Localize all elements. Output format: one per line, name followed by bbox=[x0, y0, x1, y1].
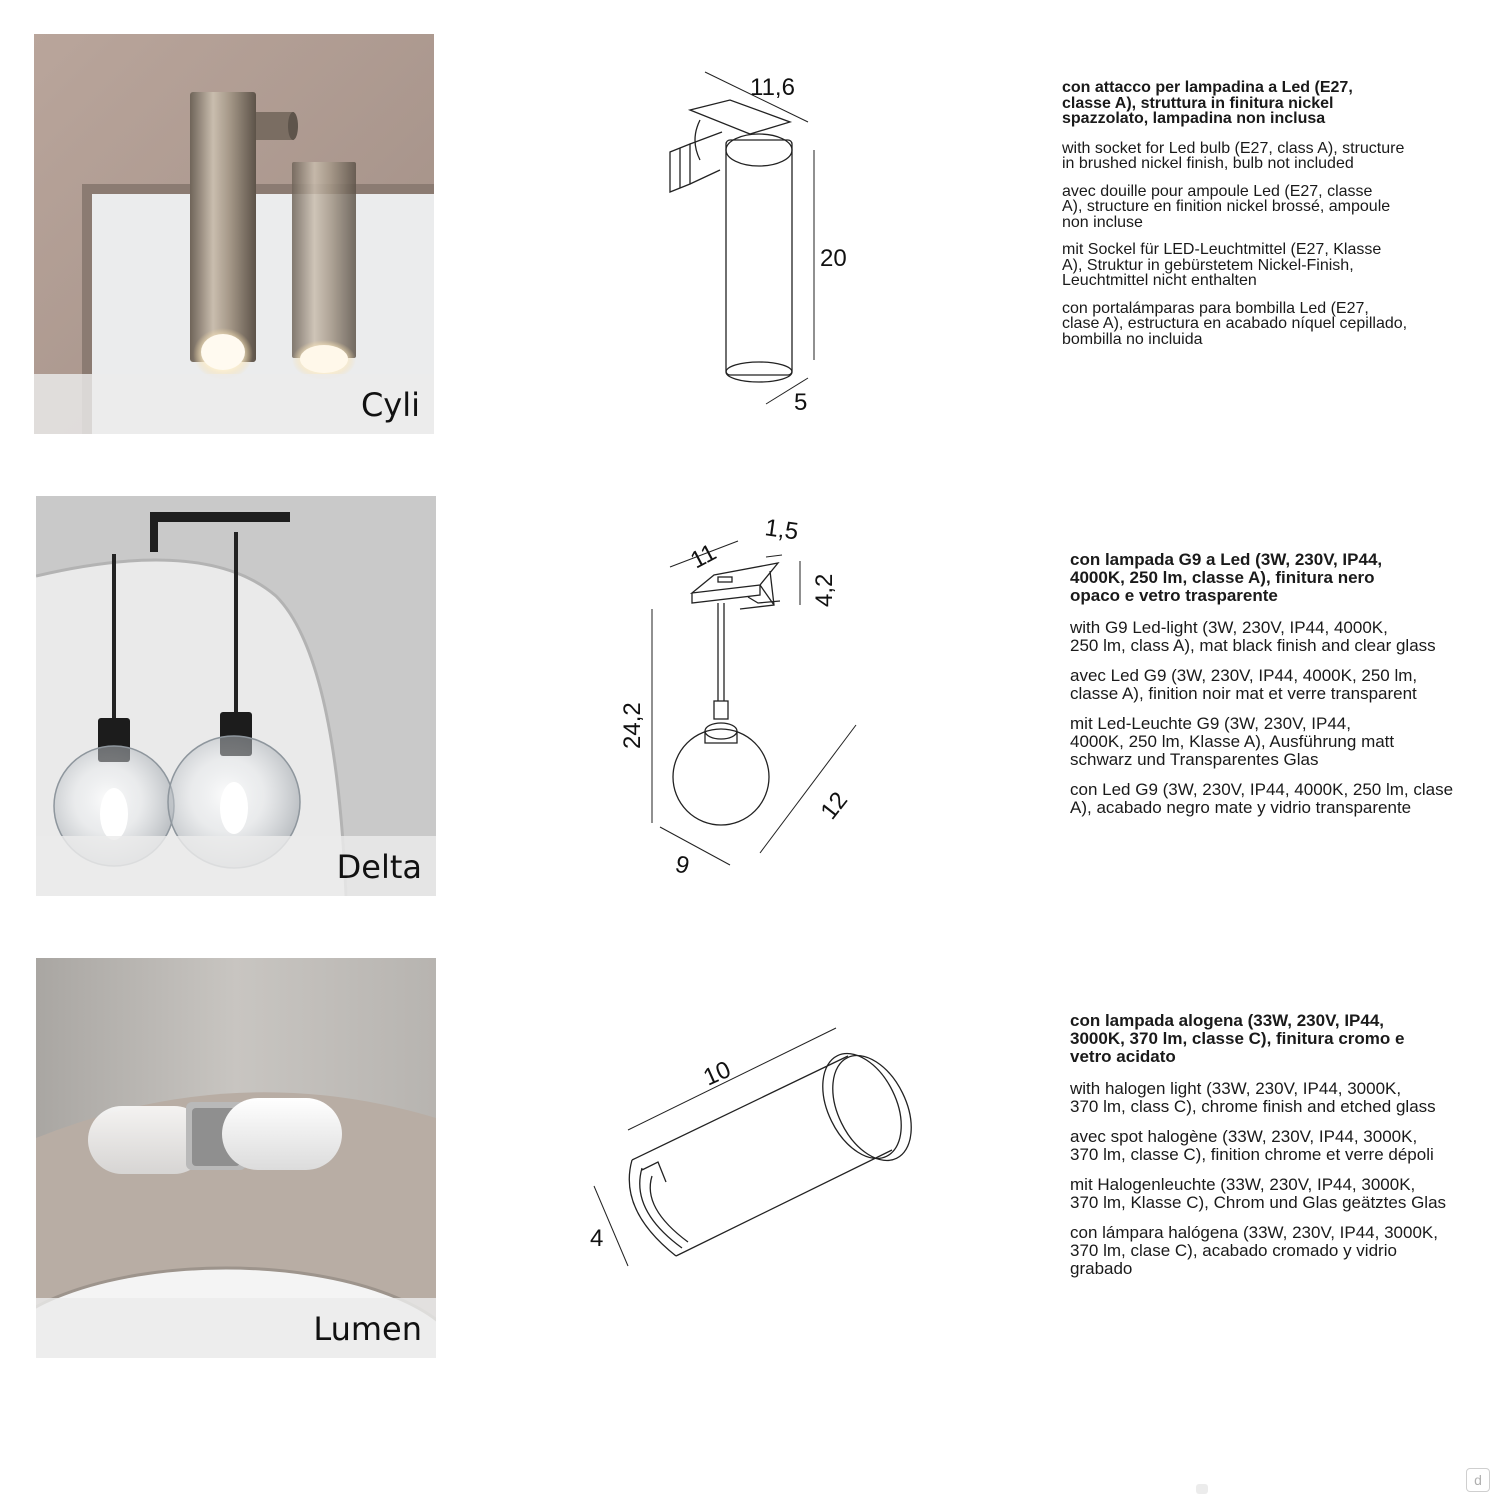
delta-dim-total-height: 24,2 bbox=[619, 702, 646, 749]
cyli-desc-fr: avec douille pour ampoule Led (E27, classe A), structure en finition nickel brossé, ampoule non incluse bbox=[1062, 182, 1391, 231]
cyli-desc-en: with socket for Led bulb (E27, class A), structure in brushed nickel finish, bulb not included bbox=[1062, 139, 1405, 172]
lumen-dim-length: 10 bbox=[699, 1055, 735, 1092]
lumen-desc-de: mit Halogenleuchte (33W, 230V, IP44, 3000K, 370 lm, Klasse C), Chrom und Glas geätztes Glas bbox=[1070, 1175, 1447, 1212]
delta-desc-en: with G9 Led-light (3W, 230V, IP44, 4000K, 250 lm, class A), mat black finish and clear glass bbox=[1070, 618, 1436, 655]
delta-dim-arm-thickness: 1,5 bbox=[763, 514, 800, 546]
cyli-desc-es: con portalámparas para bombilla Led (E27, clase A), estructura en acabado níquel cepillado, bombilla no incluida bbox=[1062, 299, 1408, 348]
delta-desc-es: con Led G9 (3W, 230V, IP44, 4000K, 250 lm, clase A), acabado negro mate y vidrio transparente bbox=[1070, 780, 1454, 817]
cyli-name: Cyli bbox=[360, 386, 420, 424]
delta-desc-it: con lampada G9 a Led (3W, 230V, IP44, 4000K, 250 lm, classe A), finitura nero opaco e vetro trasparente bbox=[1070, 550, 1383, 605]
delta-dim-arm-depth: 11 bbox=[686, 538, 721, 575]
delta-dim-bracket-height: 4,2 bbox=[811, 573, 838, 607]
lumen-description bbox=[1070, 1012, 1470, 1290]
delta-dim-base: 9 bbox=[672, 850, 693, 881]
delta-dim-globe-diameter: 12 bbox=[815, 787, 854, 825]
cyli-dim-depth: 11,6 bbox=[750, 74, 795, 101]
lumen-dim-diameter: 4 bbox=[590, 1225, 604, 1252]
cyli-desc-it: con attacco per lampadina a Led (E27, classe A), struttura in finitura nickel spazzolato, lampadina non inclusa bbox=[1062, 79, 1353, 127]
lumen-desc-es: con lámpara halógena (33W, 230V, IP44, 3000K, 370 lm, clase C), acabado cromado y vidrio grabado bbox=[1070, 1223, 1438, 1278]
faint-mark bbox=[1196, 1484, 1208, 1494]
corner-badge: d bbox=[1466, 1468, 1490, 1492]
delta-name: Delta bbox=[336, 848, 422, 886]
lumen-desc-fr: avec spot halogène (33W, 230V, IP44, 3000K, 370 lm, classe C), finition chrome et verre dépoli bbox=[1070, 1127, 1434, 1164]
lumen-technical-drawing bbox=[580, 1020, 920, 1290]
delta-photo bbox=[36, 496, 436, 896]
delta-desc-fr: avec Led G9 (3W, 230V, IP44, 4000K, 250 lm, classe A), finition noir mat et verre transparent bbox=[1070, 666, 1418, 703]
delta-desc-de: mit Led-Leuchte G9 (3W, 230V, IP44, 4000K, 250 lm, Klasse A), Ausführung matt schwarz und Transparentes Glas bbox=[1070, 714, 1395, 769]
cyli-dim-height: 20 bbox=[820, 245, 847, 272]
lumen-desc-en: with halogen light (33W, 230V, IP44, 3000K, 370 lm, class C), chrome finish and etched glass bbox=[1070, 1079, 1436, 1116]
cyli-desc-de: mit Sockel für LED-Leuchtmittel (E27, Klasse A), Struktur in gebürstetem Nickel-Finish, Leuchtmittel nicht enthalten bbox=[1062, 241, 1382, 289]
cyli-photo bbox=[34, 34, 434, 434]
cyli-dim-diameter: 5 bbox=[794, 389, 808, 416]
lumen-name: Lumen bbox=[313, 1310, 422, 1348]
lumen-desc-it: con lampada alogena (33W, 230V, IP44, 3000K, 370 lm, classe C), finitura cromo e vetro acidato bbox=[1070, 1011, 1405, 1066]
delta-description bbox=[1070, 551, 1470, 829]
delta-technical-drawing bbox=[600, 505, 870, 885]
cyli-description bbox=[1062, 80, 1462, 359]
lumen-photo bbox=[36, 958, 436, 1358]
cyli-technical-drawing bbox=[630, 60, 870, 430]
